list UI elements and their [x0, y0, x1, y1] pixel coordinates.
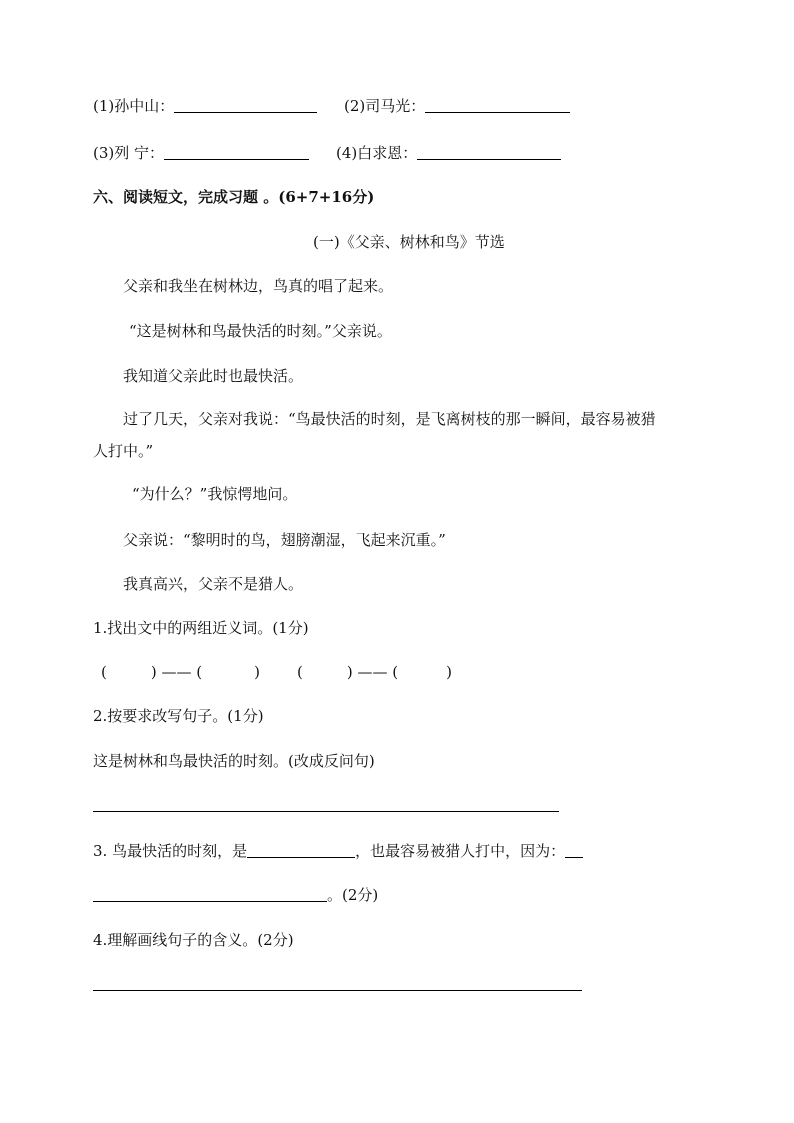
question-3-continued: [93, 885, 378, 905]
synonym-pair-1-open: (: [101, 663, 107, 681]
answer-blank-lenin[interactable]: [164, 144, 309, 160]
passage-paragraph: 过了几天，父亲对我说：“鸟最快活的时刻，是飞离树枝的那一瞬间，最容易被猎: [123, 410, 656, 428]
passage-paragraph: 父亲说：“黎明时的鸟，翅膀潮湿，飞起来沉重。”: [123, 531, 446, 549]
answer-blank-question-3b[interactable]: [93, 886, 327, 902]
passage-title: (一)《父亲、树林和鸟》节选: [313, 233, 505, 251]
synonym-pair-2-open: (: [297, 663, 303, 681]
passage-paragraph: “为什么？”我惊愕地问。: [132, 485, 298, 503]
synonym-pair-2-close: ): [446, 663, 452, 681]
question-3-end: 。(2分): [327, 886, 379, 904]
answer-blank-sun-zhongshan[interactable]: [174, 97, 317, 113]
synonym-pair-1-mid: ) —— (: [150, 663, 203, 681]
synonym-pair-2-mid: ) —— (: [346, 663, 399, 681]
synonym-pair-2[interactable]: [297, 662, 452, 682]
passage-paragraph: “这是树林和鸟最快活的时刻。”父亲说。: [129, 322, 392, 340]
question-1: 1.找出文中的两组近义词。(1分): [93, 619, 309, 637]
passage-paragraph: 父亲和我坐在树林边，鸟真的唱了起来。: [123, 277, 394, 295]
synonym-pair-1-close: ): [254, 663, 260, 681]
question-4: 4.理解画线句子的含义。(2分): [93, 931, 294, 949]
q-sun-zhongshan-label: (1)孙中山：: [93, 97, 175, 115]
question-2-sentence: 这是树林和鸟最快活的时刻。(改成反问句): [93, 752, 375, 770]
answer-line-question-2[interactable]: [93, 811, 559, 812]
q-lenin: [93, 143, 309, 163]
answer-blank-sima-guang[interactable]: [425, 97, 570, 113]
q-lenin-label: (3)列 宁：: [93, 144, 165, 162]
passage-paragraph: 人打中。”: [93, 442, 154, 460]
answer-blank-question-3b-start[interactable]: [565, 842, 583, 858]
question-2: 2.按要求改写句子。(1分): [93, 707, 264, 725]
q-bethune: [336, 143, 561, 163]
answer-blank-question-3a[interactable]: [247, 842, 355, 858]
section-heading-reading: 六、阅读短文，完成习题 。(6+7+16分): [93, 188, 375, 206]
question-3: [93, 841, 583, 861]
passage-paragraph: 我真高兴，父亲不是猎人。: [123, 575, 304, 593]
q-sima-guang: [344, 96, 570, 116]
answer-blank-bethune[interactable]: [417, 144, 561, 160]
q-bethune-label: (4)白求恩：: [336, 144, 418, 162]
question-3-part1: 3. 鸟最快活的时刻，是: [93, 842, 248, 860]
q-sun-zhongshan: [93, 96, 317, 116]
synonym-pair-1[interactable]: [101, 662, 260, 682]
q-sima-guang-label: (2)司马光：: [344, 97, 426, 115]
answer-line-question-4[interactable]: [93, 990, 582, 991]
passage-paragraph: 我知道父亲此时也最快活。: [123, 367, 304, 385]
question-3-part2: ，也最容易被猎人打中，因为：: [355, 842, 566, 860]
